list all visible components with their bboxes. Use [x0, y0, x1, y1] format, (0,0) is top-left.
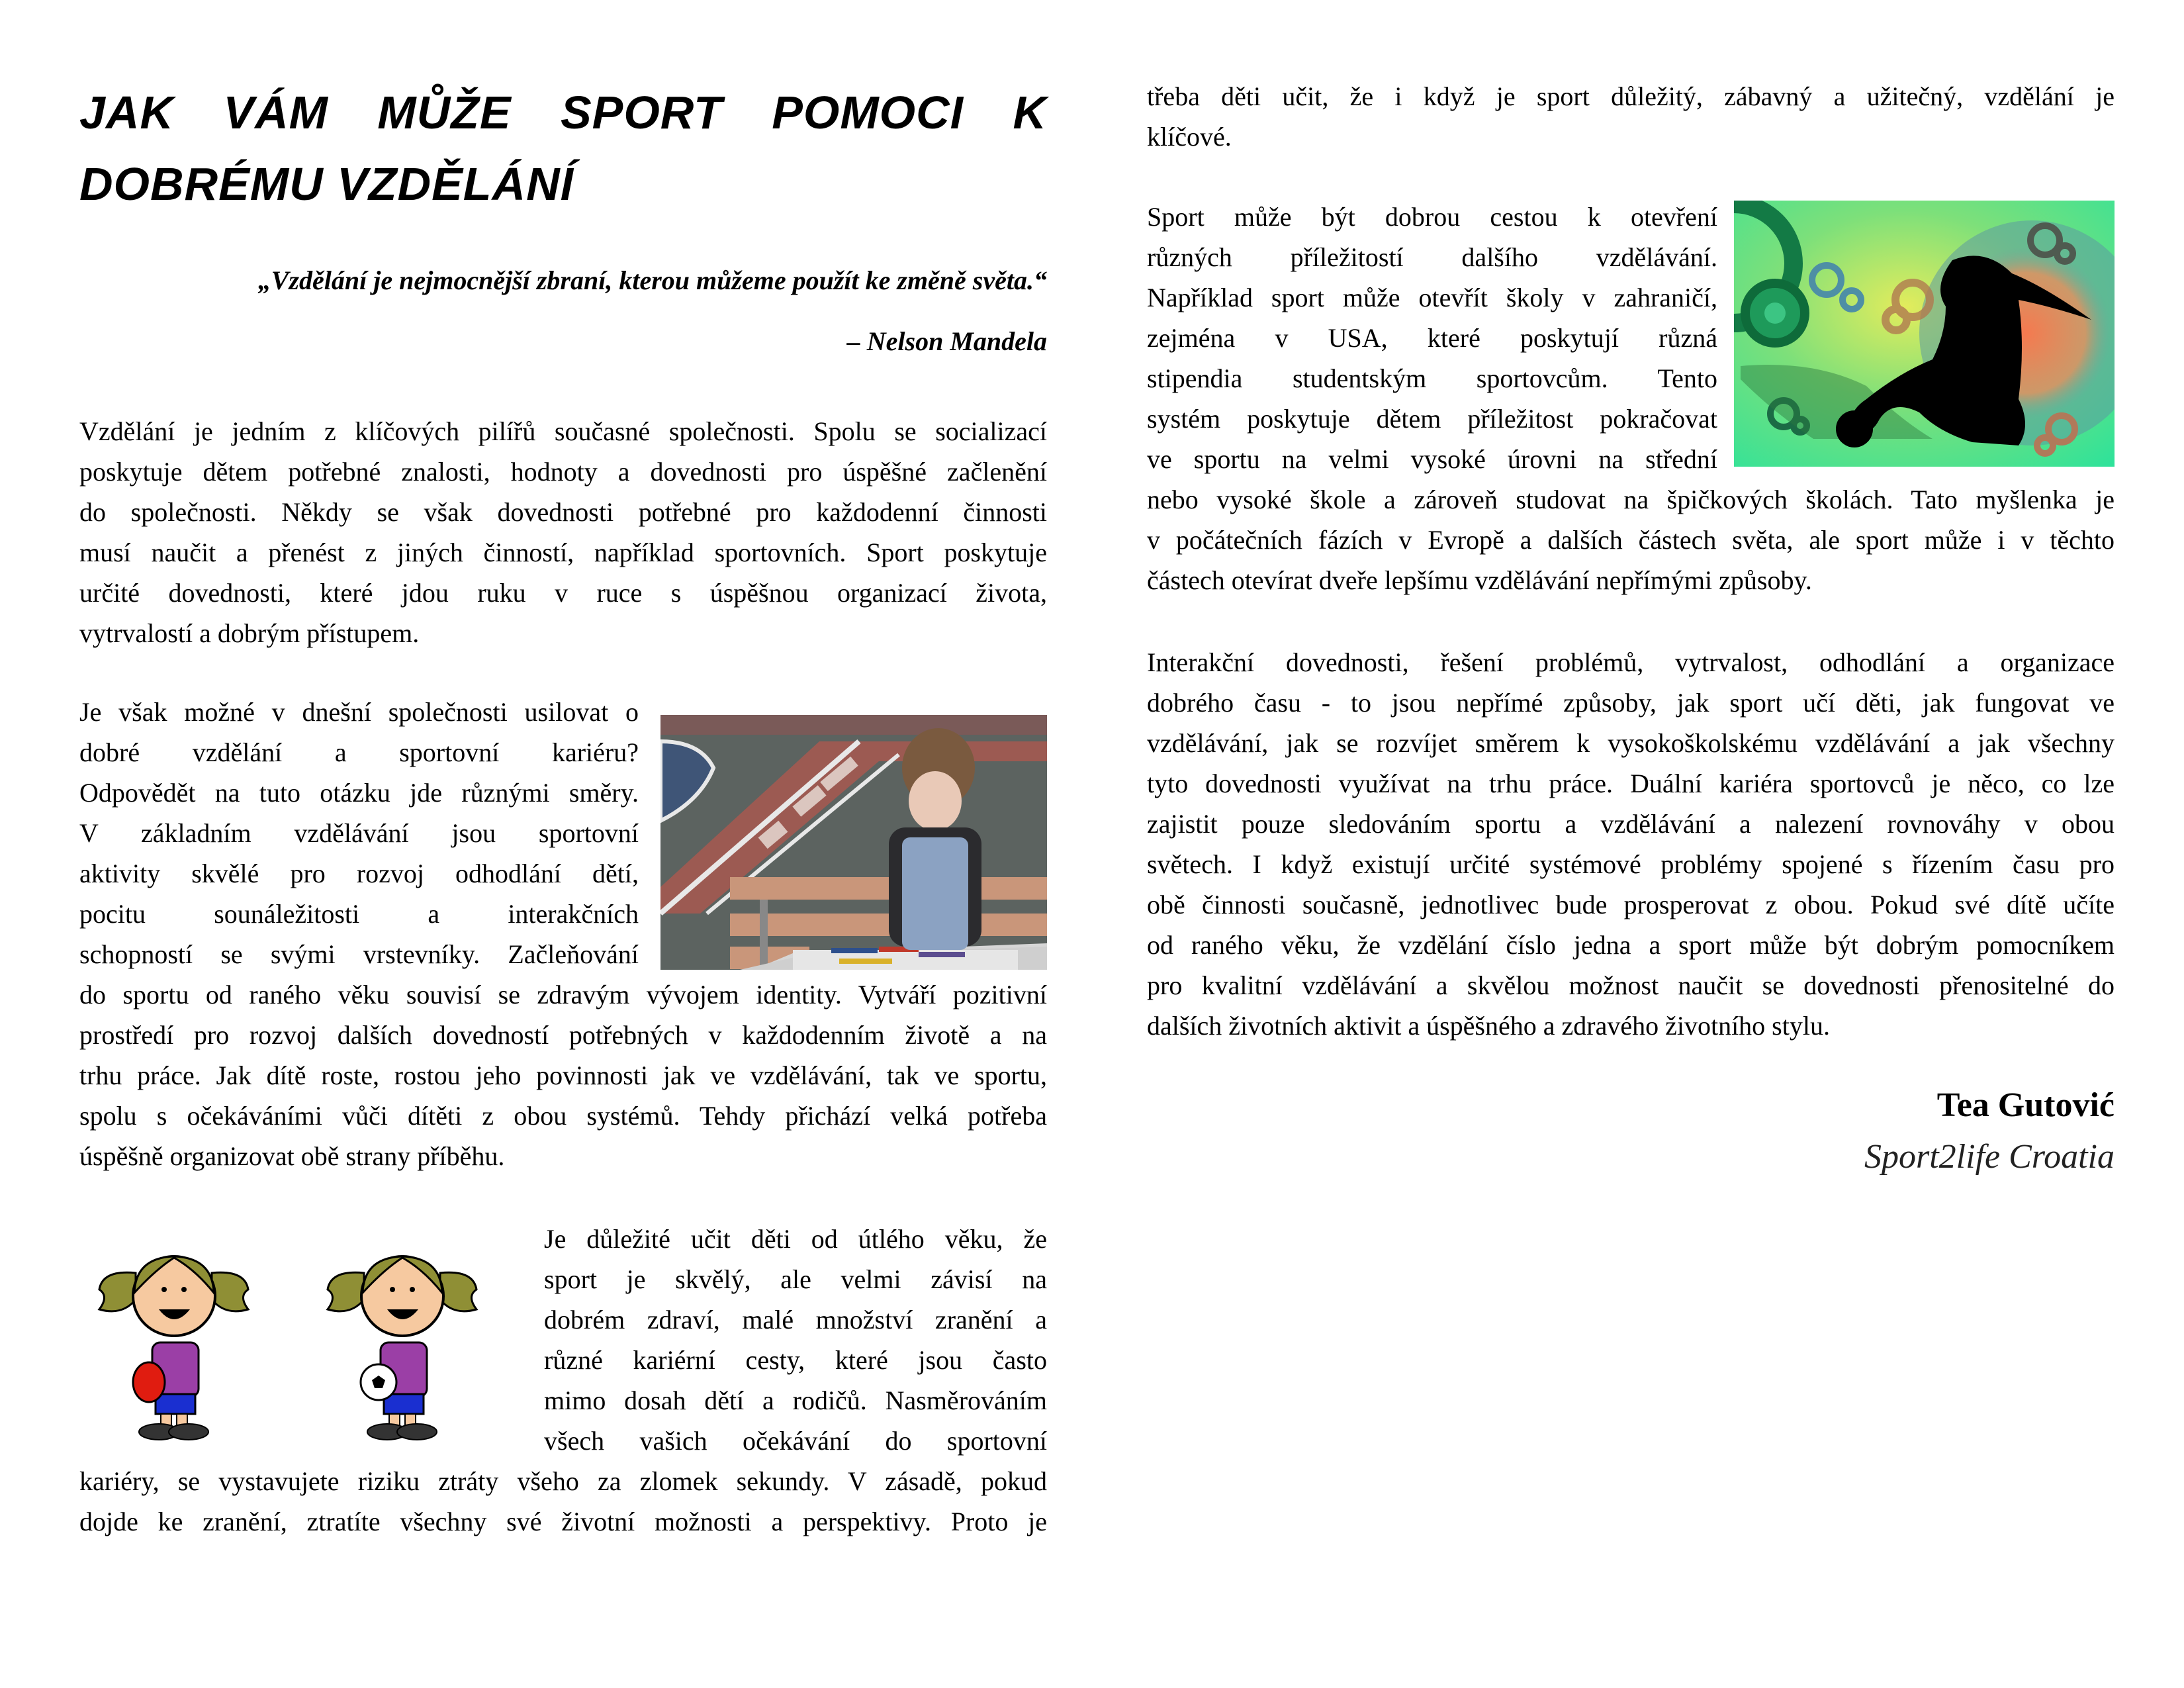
text-line: V základním vzdělávání jsou sportovní: [79, 818, 639, 848]
text-line: úspěšně organizovat obě strany příběhu.: [79, 1141, 505, 1171]
text-line: trhu práce. Jak dítě roste, rostou jeho povinnosti jak ve vzdělávání, tak ve sportu,: [79, 1060, 1047, 1090]
text-line: musí naučit a přenést z jiných činností, například sportovních. Sport poskytuje: [79, 538, 1047, 567]
girl-drawing-illustration: [660, 715, 1047, 970]
author-organization: Sport2life Croatia: [1864, 1138, 2115, 1176]
text-line: v počátečních fázích v Evropě a dalších částech světa, ale sport může i v těchto: [1147, 525, 2115, 555]
text-line: obě činnosti současně, jednotlivec bude prosperovat z obou. Pokud své dítě učíte: [1147, 890, 2115, 919]
text-line: Vzdělání je jedním z klíčových pilířů současné společnosti. Spolu se socializací: [79, 416, 1047, 446]
cartoon-girl-red-ball: [99, 1256, 248, 1440]
poster-girl-silhouette: [1734, 201, 2115, 467]
text-line: Například sport může otevřít školy v zahraničí,: [1147, 283, 1717, 312]
text-line: vzdělávání, jak se rozvíjet směrem k vysokoškolskému vzdělávání a jak všechny: [1147, 728, 2115, 758]
girl-silhouette-illustration: [1734, 201, 2115, 467]
text-line: Interakční dovednosti, řešení problémů, vytrvalost, odhodlání a organizace: [1147, 647, 2115, 677]
text-line: Odpovědět na tuto otázku jde různými směry.: [79, 778, 639, 808]
text-line: částech otevírat dveře lepšímu vzdělávání nepřímými způsoby.: [1147, 565, 1812, 595]
text-line: dojde ke zranění, ztratíte všechny své životní možnosti a perspektivy. Proto je: [79, 1507, 1047, 1536]
text-line: sport je skvělý, ale velmi závisí na: [544, 1264, 1047, 1294]
text-line: dobré vzdělání a sportovní kariéru?: [79, 737, 639, 767]
text-line: různých příležitostí dalšího vzdělávání.: [1147, 242, 1717, 272]
text-line: všech vašich očekávání do sportovní: [544, 1426, 1047, 1456]
mandela-quote: „Vzdělání je nejmocnější zbraní, kterou můžeme použít ke změně světa.“: [257, 265, 1047, 295]
text-line: zejména v USA, které poskytují různá: [1147, 323, 1717, 353]
text-line: různé kariérní cesty, které jsou často: [544, 1345, 1047, 1375]
text-line: stipendia studentským sportovcům. Tento: [1147, 363, 1717, 393]
cartoon-girls: [96, 1243, 520, 1442]
text-line: do společnosti. Někdy se však dovednosti potřebné pro každodenní činnosti: [79, 497, 1047, 527]
text-line: ve sportu na velmi vysoké úrovni na střední: [1147, 444, 1717, 474]
text-line: od raného věku, že vzdělání číslo jedna a sport může být dobrým pomocníkem: [1147, 930, 2115, 960]
text-line: světech. I když existují určité systémové problémy spojené s řízením času pro: [1147, 849, 2115, 879]
text-line: spolu s očekáváními vůči dítěti z obou systémů. Tehdy přichází velká potřeba: [79, 1101, 1047, 1131]
text-line: Je důležité učit děti od útlého věku, že: [544, 1224, 1047, 1254]
text-line: zajistit pouze sledováním sportu a vzdělávání a nalezení rovnováhy v obou: [1147, 809, 2115, 839]
cartoon-girl-soccer-ball: [328, 1256, 477, 1440]
text-line: pocitu sounáležitosti a interakčních: [79, 899, 639, 929]
text-line: určité dovednosti, které jdou ruku v ruce s úspěšnou organizací života,: [79, 578, 1047, 608]
text-line: poskytuje dětem potřebné znalosti, hodnoty a dovednosti pro úspěšné začlenění: [79, 457, 1047, 487]
text-line: mimo dosah dětí a rodičů. Nasměrováním: [544, 1385, 1047, 1415]
text-line: klíčové.: [1147, 122, 1232, 152]
text-line: Sport může být dobrou cestou k otevření: [1147, 202, 1717, 232]
cartoon-girls-illustration: [96, 1243, 520, 1442]
text-line: aktivity skvělé pro rozvoj odhodlání dětí,: [79, 859, 639, 888]
text-line: Je však možné v dnešní společnosti usilovat o: [79, 697, 639, 727]
article-title-line-1: JAK VÁM MŮŽE SPORT POMOCI K: [79, 87, 1047, 138]
text-line: vytrvalostí a dobrým přístupem.: [79, 618, 420, 648]
text-line: do sportu od raného věku souvisí se zdravým vývojem identity. Vytváří pozitivní: [79, 980, 1047, 1009]
text-line: nebo vysoké škole a zároveň studovat na špičkových školách. Tato myšlenka je: [1147, 485, 2115, 514]
text-line: dobrého času - to jsou nepřímé způsoby, jak sport učí děti, jak fungovat ve: [1147, 688, 2115, 718]
text-line: dobrém zdraví, malé množství zranění a: [544, 1305, 1047, 1335]
text-line: dalších životních aktivit a úspěšného a zdravého životního stylu.: [1147, 1011, 1830, 1041]
text-line: systém poskytuje dětem příležitost pokračovat: [1147, 404, 1717, 434]
text-line: prostředí pro rozvoj dalších dovedností potřebných v každodenním životě a na: [79, 1020, 1047, 1050]
text-line: třeba děti učit, že i když je sport důležitý, zábavný a užitečný, vzdělání je: [1147, 81, 2115, 111]
article-title-line-2: DOBRÉMU VZDĚLÁNÍ: [79, 158, 574, 210]
author-name: Tea Gutović: [1936, 1086, 2115, 1124]
quote-author: – Nelson Mandela: [846, 326, 1047, 356]
photo-girl-drawing: [660, 715, 1047, 970]
text-line: kariéry, se vystavujete riziku ztráty všeho za zlomek sekundy. V zásadě, pokud: [79, 1466, 1047, 1496]
text-line: tyto dovednosti využívat na trhu práce. Duální kariéra sportovců je něco, co lze: [1147, 769, 2115, 798]
text-line: schopností se svými vrstevníky. Začleňování: [79, 939, 639, 969]
text-line: pro kvalitní vzdělávání a skvělou možnost naučit se dovednosti přenositelné do: [1147, 970, 2115, 1000]
